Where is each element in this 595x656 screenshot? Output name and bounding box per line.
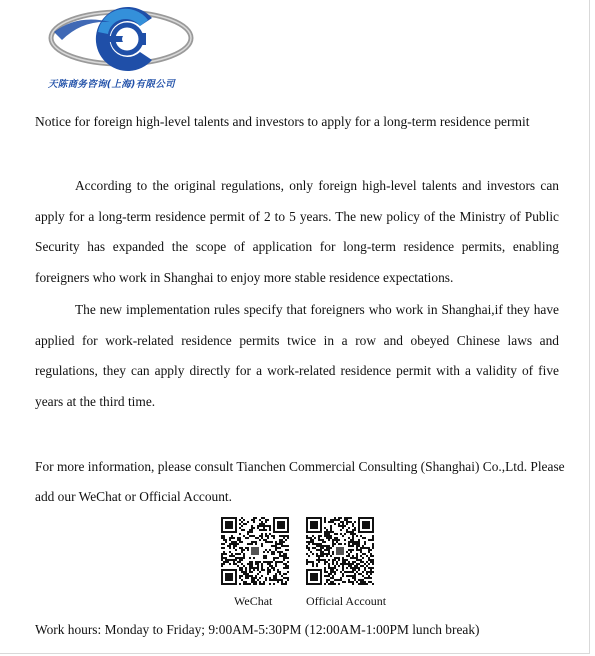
contact-info: For more information, please consult Tianchen Commercial Consulting (Shanghai) Co.,Ltd. Please add our WeChat or Official Account. <box>35 459 565 504</box>
qr-code-icon <box>221 517 289 585</box>
logo-company-name: 天陈商务咨询(上海)有限公司 <box>48 79 175 90</box>
wechat-label: WeChat <box>234 594 273 608</box>
company-logo <box>48 2 198 90</box>
work-hours: Work hours: Monday to Friday; 9:00AM-5:30PM (12:00AM-1:00PM lunch break) <box>35 622 480 637</box>
notice-title: Notice for foreign high-level talents and investors to apply for a long-term residence permit <box>35 114 530 129</box>
wechat-qr-code[interactable] <box>221 517 289 585</box>
qr-code-icon <box>306 517 374 585</box>
notice-paragraph-2: The new implementation rules specify that foreigners who work in Shanghai,if they have applied for work-related residence permits twice in a row and obeyed Chinese laws and regulations, they can apply directly for a work-related residence permit with a validity of five years at the third time. <box>35 302 559 410</box>
official-account-qr-code[interactable] <box>306 517 374 585</box>
notice-paragraph-1: According to the original regulations, only foreign high-level talents and investors can apply for a long-term residence permit of 2 to 5 years. The new policy of the Ministry of Public Security has expanded the scope of application for long-term residence permits, enabling foreigners who work in Shanghai to enjoy more stable residence expectations. <box>35 178 559 286</box>
logo-emblem-icon <box>48 2 198 80</box>
official-account-label: Official Account <box>306 594 387 608</box>
